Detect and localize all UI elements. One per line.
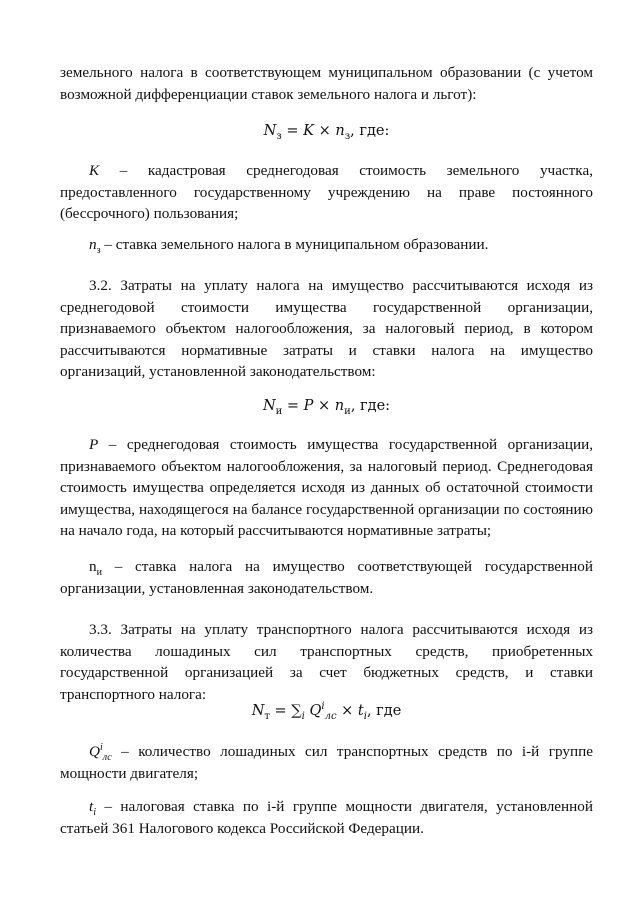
paragraph-ni-definition: $n_и$ – ставка налога на имущество соответствующей государственной организации, установленная законодательством. (60, 558, 593, 597)
symbol-p: P (89, 436, 99, 453)
paragraph-nz-definition: $n_з$ – ставка земельного налога в муниципальном образовании. (89, 236, 489, 257)
formula-transport-tax: $N_т = \sum_i$ $Q^i_{лс} \times t_i$, где (251, 701, 402, 722)
formula-property-tax: $N_и = P \times n_и$, где: (262, 398, 391, 417)
paragraph-q-definition: $Q^i_{лс}$ – количество лошадиных сил транспортных средств по i-й группе мощности двигателя; (60, 741, 593, 782)
paragraph-t-definition: $t_i$ – налоговая ставка по i-й группе мощности двигателя, установленной статьей 361 Налогового кодекса Российской Федерации. (60, 798, 593, 837)
paragraph-land-tax-intro: земельного налога в соответствующем муниципальном образовании (с учетом возможной дифференциации ставок земельного налога и льгот): (60, 64, 593, 103)
paragraph-property-tax: 3.2. Затраты на уплату налога на имущество рассчитываются исходя из среднегодовой стоимости имущества государственной организации, признаваемого объектом налогообложения, за налоговый период, в котором рассчитываются нормативные затраты и ставки налога на имущество организаций, установленной законодательством: (60, 277, 593, 380)
formula-land-tax: $N_з = K \times n_з$, где: (263, 123, 390, 142)
paragraph-k-definition: K – кадастровая среднегодовая стоимость земельного участка, предоставленного государственному учреждению на праве постоянного (бессрочного) пользования; (60, 162, 593, 222)
paragraph-transport-tax: 3.3. Затраты на уплату транспортного налога рассчитываются исходя из количества лошадиных сил транспортных средств, приобретенных государственной организацией за счет бюджетных средств, и ставки транспортного налога: (60, 621, 593, 703)
paragraph-p-definition: P – среднегодовая стоимость имущества государственной организации, признаваемого объектом налогообложения, за налоговый период. Среднегодовая стоимость имущества определяется исходя из данных об остаточной стоимости имущества, находящегося на балансе государственной организации по состоянию на начало года, на который рассчитываются нормативные затраты; (60, 436, 594, 539)
symbol-k: K (89, 162, 100, 179)
